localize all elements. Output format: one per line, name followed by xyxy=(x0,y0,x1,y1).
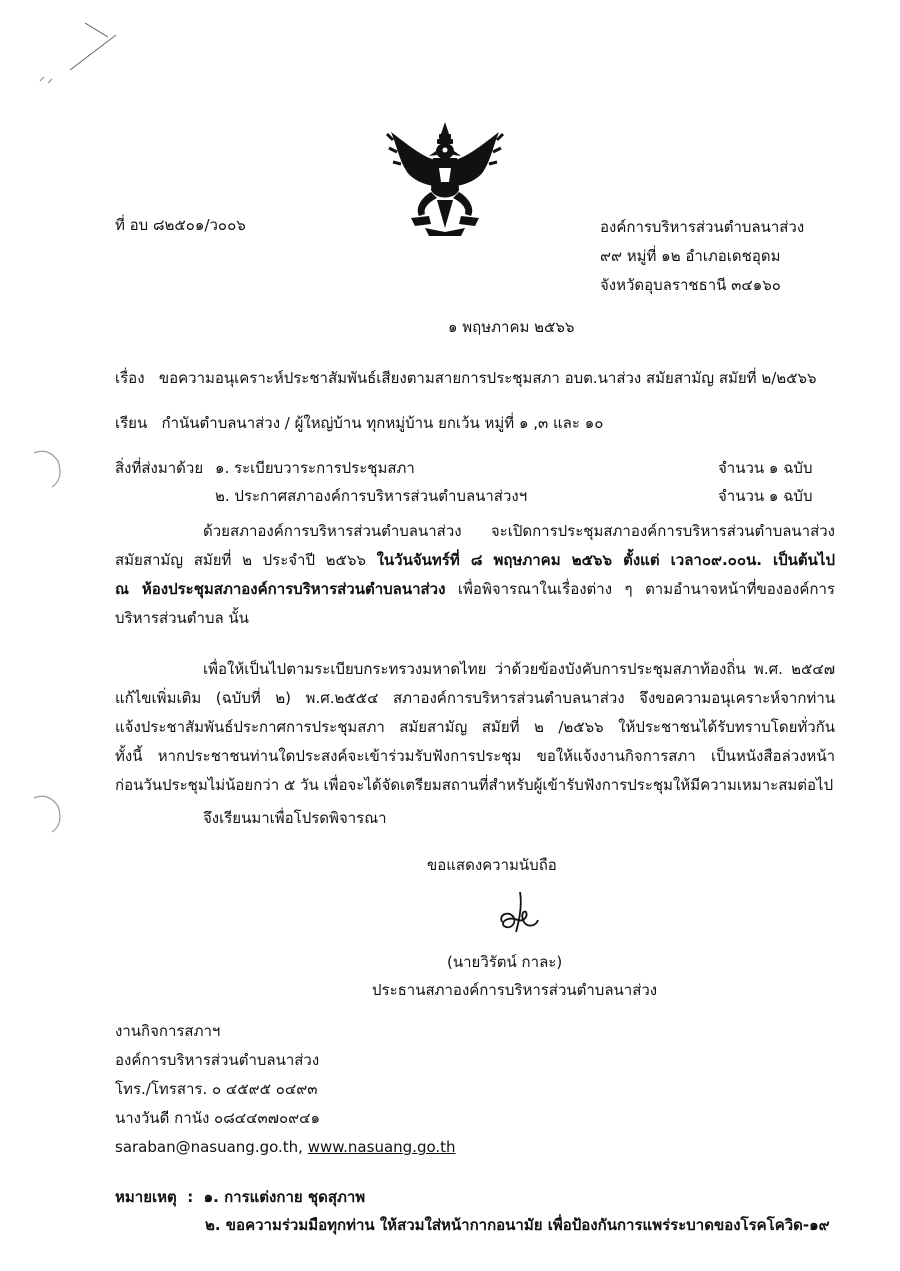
note-item-1: ๑. การแต่งกาย ชุดสุภาพ xyxy=(203,1188,366,1206)
to-label: เรียน xyxy=(115,414,148,432)
to-row xyxy=(115,411,603,435)
enclosure-item-2: ๒. ประกาศสภาองค์การบริหารส่วนตำบลนาส่วงฯ xyxy=(215,487,528,505)
closing-text: จึงเรียนมาเพื่อโปรดพิจารณา xyxy=(203,809,387,827)
signer-title: ประธานสภาองค์การบริหารส่วนตำบลนาส่วง xyxy=(372,981,658,999)
p1-meeting-place: ณ ห้องประชุมสภาองค์การบริหารส่วนตำบลนาส่วง xyxy=(115,580,446,598)
enclosure-item-1: ๑. ระเบียบวาระการประชุมสภา xyxy=(215,459,415,477)
salutation: ขอแสดงความนับถือ xyxy=(427,856,557,874)
garuda-emblem-icon xyxy=(385,120,505,238)
p1-line-3-text: เพื่อพิจารณาในเรื่องต่าง ๆ ตามอำนาจหน้าที่ขององค์การ xyxy=(445,580,835,598)
contact-person: นางวันดี กานัง ๐๘๔๔๓๗๐๙๔๑ xyxy=(115,1109,321,1127)
enclosure-qty-2: จำนวน ๑ ฉบับ xyxy=(718,487,813,505)
p1-line-1: ด้วยสภาองค์การบริหารส่วนตำบลนาส่วง จะเปิดการประชุมสภาองค์การบริหารส่วนตำบลนาส่วง xyxy=(203,522,835,540)
subject-label: เรื่อง xyxy=(115,369,145,387)
enclosures-label: สิ่งที่ส่งมาด้วย xyxy=(115,459,204,477)
punch-hole-bottom xyxy=(28,790,68,840)
subject-row xyxy=(115,366,817,390)
sender-province: จังหวัดอุบลราชธานี ๓๔๑๖๐ xyxy=(600,276,781,294)
p1-line-2-text: สมัยสามัญ สมัยที่ ๒ ประจำปี ๒๕๖๖ xyxy=(115,551,377,569)
p1-line-3 xyxy=(115,575,835,604)
p1-meeting-date: ในวันจันทร์ที่ ๘ พฤษภาคม ๒๕๖๖ ตั้งแต่ เวลา๐๙.๐๐น. เป็นต้นไป xyxy=(376,551,835,569)
p1-line-2 xyxy=(115,546,835,575)
notes-label: หมายเหตุ xyxy=(115,1188,177,1206)
handwritten-signature xyxy=(490,888,550,940)
signer-name: (นายวิรัตน์ กาละ) xyxy=(447,953,563,971)
website-link[interactable]: www.nasuang.go.th xyxy=(307,1138,456,1156)
notes-row-1: หมายเหตุ : ๑. การแต่งกาย ชุดสุภาพ xyxy=(115,1188,366,1206)
sender-street: ๙๙ หมู่ที่ ๑๒ อำเภอเดชอุดม xyxy=(600,247,781,265)
contact-block xyxy=(115,1017,456,1162)
contact-org: องค์การบริหารส่วนตำบลนาส่วง xyxy=(115,1051,320,1069)
document-number: ที่ อบ ๘๒๕๐๑/ว๐๐๖ xyxy=(115,216,246,234)
contact-web xyxy=(115,1133,456,1162)
p2-line-4: ทั้งนี้ หากประชาชนท่านใดประสงค์จะเข้าร่วมรับฟังการประชุม ขอให้แจ้งงานกิจการสภา เป็นหนังสือล่วงหน้า xyxy=(115,747,835,765)
p2-line-1: เพื่อให้เป็นไปตามระเบียบกระทรวงมหาดไทย ว่าด้วยข้องบังคับการประชุมสภาท้องถิ่น พ.ศ. ๒๕๔๗ xyxy=(203,660,835,678)
p2-line-3: แจ้งประชาสัมพันธ์ประกาศการประชุมสภา สมัยสามัญ สมัยที่ ๒ /๒๕๖๖ ให้ประชาชนได้รับทราบโดยทั่วกัน xyxy=(115,718,835,736)
pen-marks xyxy=(30,15,120,95)
to-text: กำนันตำบลนาส่วง / ผู้ใหญ่บ้าน ทุกหมู่บ้าน ยกเว้น หมู่ที่ ๑ ,๓ และ ๑๐ xyxy=(161,414,604,432)
subject-text: ขอความอนุเคราะห์ประชาสัมพันธ์เสียงตามสายการประชุมสภา อบต.นาส่วง สมัยสามัญ สมัยที่ ๒/๒๕๖๖ xyxy=(158,369,817,387)
p2-line-5: ก่อนวันประชุมไม่น้อยกว่า ๕ วัน เพื่อจะได้จัดเตรียมสถานที่สำหรับผู้เข้ารับฟังการประชุมให้มีความเหมาะสมต่อไป xyxy=(115,776,834,794)
document-date: ๑ พฤษภาคม ๒๕๖๖ xyxy=(448,318,575,336)
body-paragraph-2 xyxy=(115,655,835,800)
enclosure-qty-1: จำนวน ๑ ฉบับ xyxy=(718,459,813,477)
p2-line-2: แก้ไขเพิ่มเติม (ฉบับที่ ๒) พ.ศ.๒๕๕๔ สภาองค์การบริหารส่วนตำบลนาส่วง จึงขอความอนุเคราะห์จากท่าน xyxy=(115,689,835,707)
p1-line-4: บริหารส่วนตำบล นั้น xyxy=(115,609,249,627)
contact-phone: โทร./โทรสาร. ๐ ๔๕๙๕ ๐๔๙๓ xyxy=(115,1080,318,1098)
sender-org: องค์การบริหารส่วนตำบลนาส่วง xyxy=(600,218,805,236)
note-item-2: ๒. ขอความร่วมมือทุกท่าน ให้สวมใส่หน้ากากอนามัย เพื่อป้องกันการแพร่ระบาดของโรคโควิด-๑๙ xyxy=(205,1216,830,1234)
contact-office: งานกิจการสภาฯ xyxy=(115,1022,221,1040)
body-paragraph-1 xyxy=(115,517,835,633)
contact-email: saraban@nasuang.go.th, xyxy=(115,1138,308,1156)
punch-hole-top xyxy=(28,445,68,495)
sender-address xyxy=(600,213,804,300)
